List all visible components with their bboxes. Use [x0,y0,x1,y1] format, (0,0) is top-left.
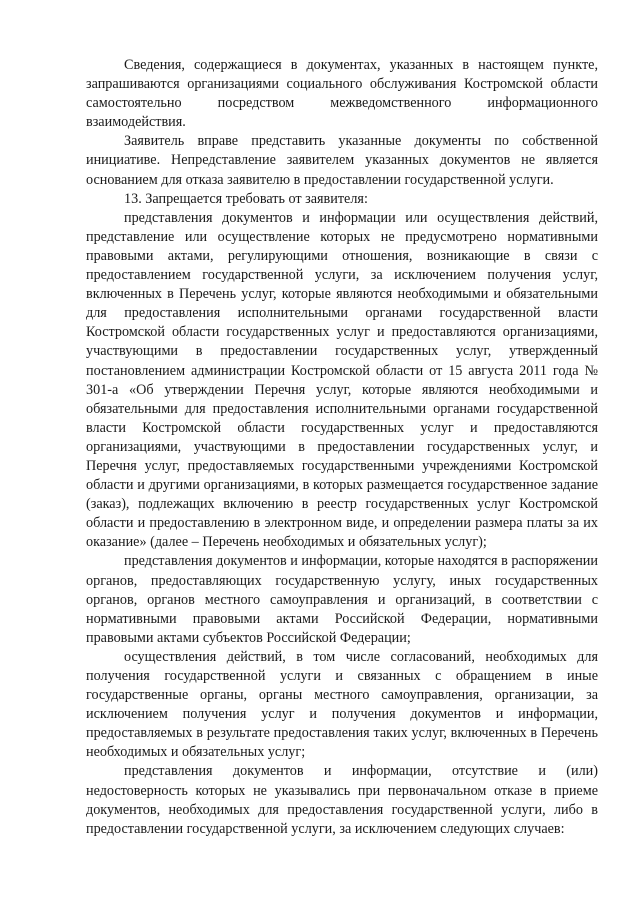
paragraph-item-13-heading: 13. Запрещается требовать от заявителя: [124,190,368,207]
paragraph-applicant-right: Заявитель вправе представить указанные документы по собственной инициативе. Непредставление заявителем указанных документов не является основанием для отказа заявителю в предоставлении государственной услуги. [86,133,598,188]
paragraph-prohibition-documents-actions: представления документов и информации или осуществления действий, представление или осуществление которых не предусмотрено нормативными правовыми актами, регулирующими отношения, возникающие в связи с предоставлением государственной услуги, за исключением получения услуг, включенных в Перечень услуг, которые являются необходимыми и обязательными для предоставления исполнительными органами государственной власти Костромской области государственных услуг и предоставляются организациями, участвующими в предоставлении государственных услуг, утвержденный постановлением администрации Костромской области от 15 августа 2011 года № 301-а «Об утверждении Перечня услуг, которые являются необходимыми и обязательными для предоставления исполнительными органами государственной власти Костромской области государственных услуг и предоставляются организациями, участвующими в предоставлении государственных услуг, и Перечня услуг, предоставляемых государственными учреждениями Костромской области и другими организациями, в которых размещается государственное задание (заказ), подлежащих включению в реестр государственных услуг Костромской области и предоставлению в электронном виде, и определении размера платы за их оказание» (далее – Перечень необходимых и обязательных услуг); [86,209,598,551]
paragraph-prohibition-approvals: осуществления действий, в том числе согласований, необходимых для получения государственной услуги и связанных с обращением в иные государственные органы, органы местного самоуправления, организации, за исключением получения услуг и получения документов и информации, предоставляемых в результате предоставления таких услуг, включенных в Перечень необходимых и обязательных услуг; [86,648,598,761]
document-body [86,56,598,839]
paragraph-prohibition-documents-held: представления документов и информации, которые находятся в распоряжении органов, предоставляющих государственную услугу, иных государственных органов, органов местного самоуправления и организаций, в соответствии с нормативными правовыми актами Российской Федерации, нормативными правовыми актами субъектов Российской Федерации; [86,553,598,646]
paragraph-prohibition-missing-documents: представления документов и информации, отсутствие и (или) недостоверность которых не указывались при первоначальном отказе в приеме документов, необходимых для предоставления государственной услуги, либо в предоставлении государственной услуги, за исключением следующих случаев: [86,763,598,837]
paragraph-info-requested: Сведения, содержащиеся в документах, указанных в настоящем пункте, запрашиваются организациями социального обслуживания Костромской области самостоятельно посредством межведомственного информационного взаимодействия. [86,57,598,131]
